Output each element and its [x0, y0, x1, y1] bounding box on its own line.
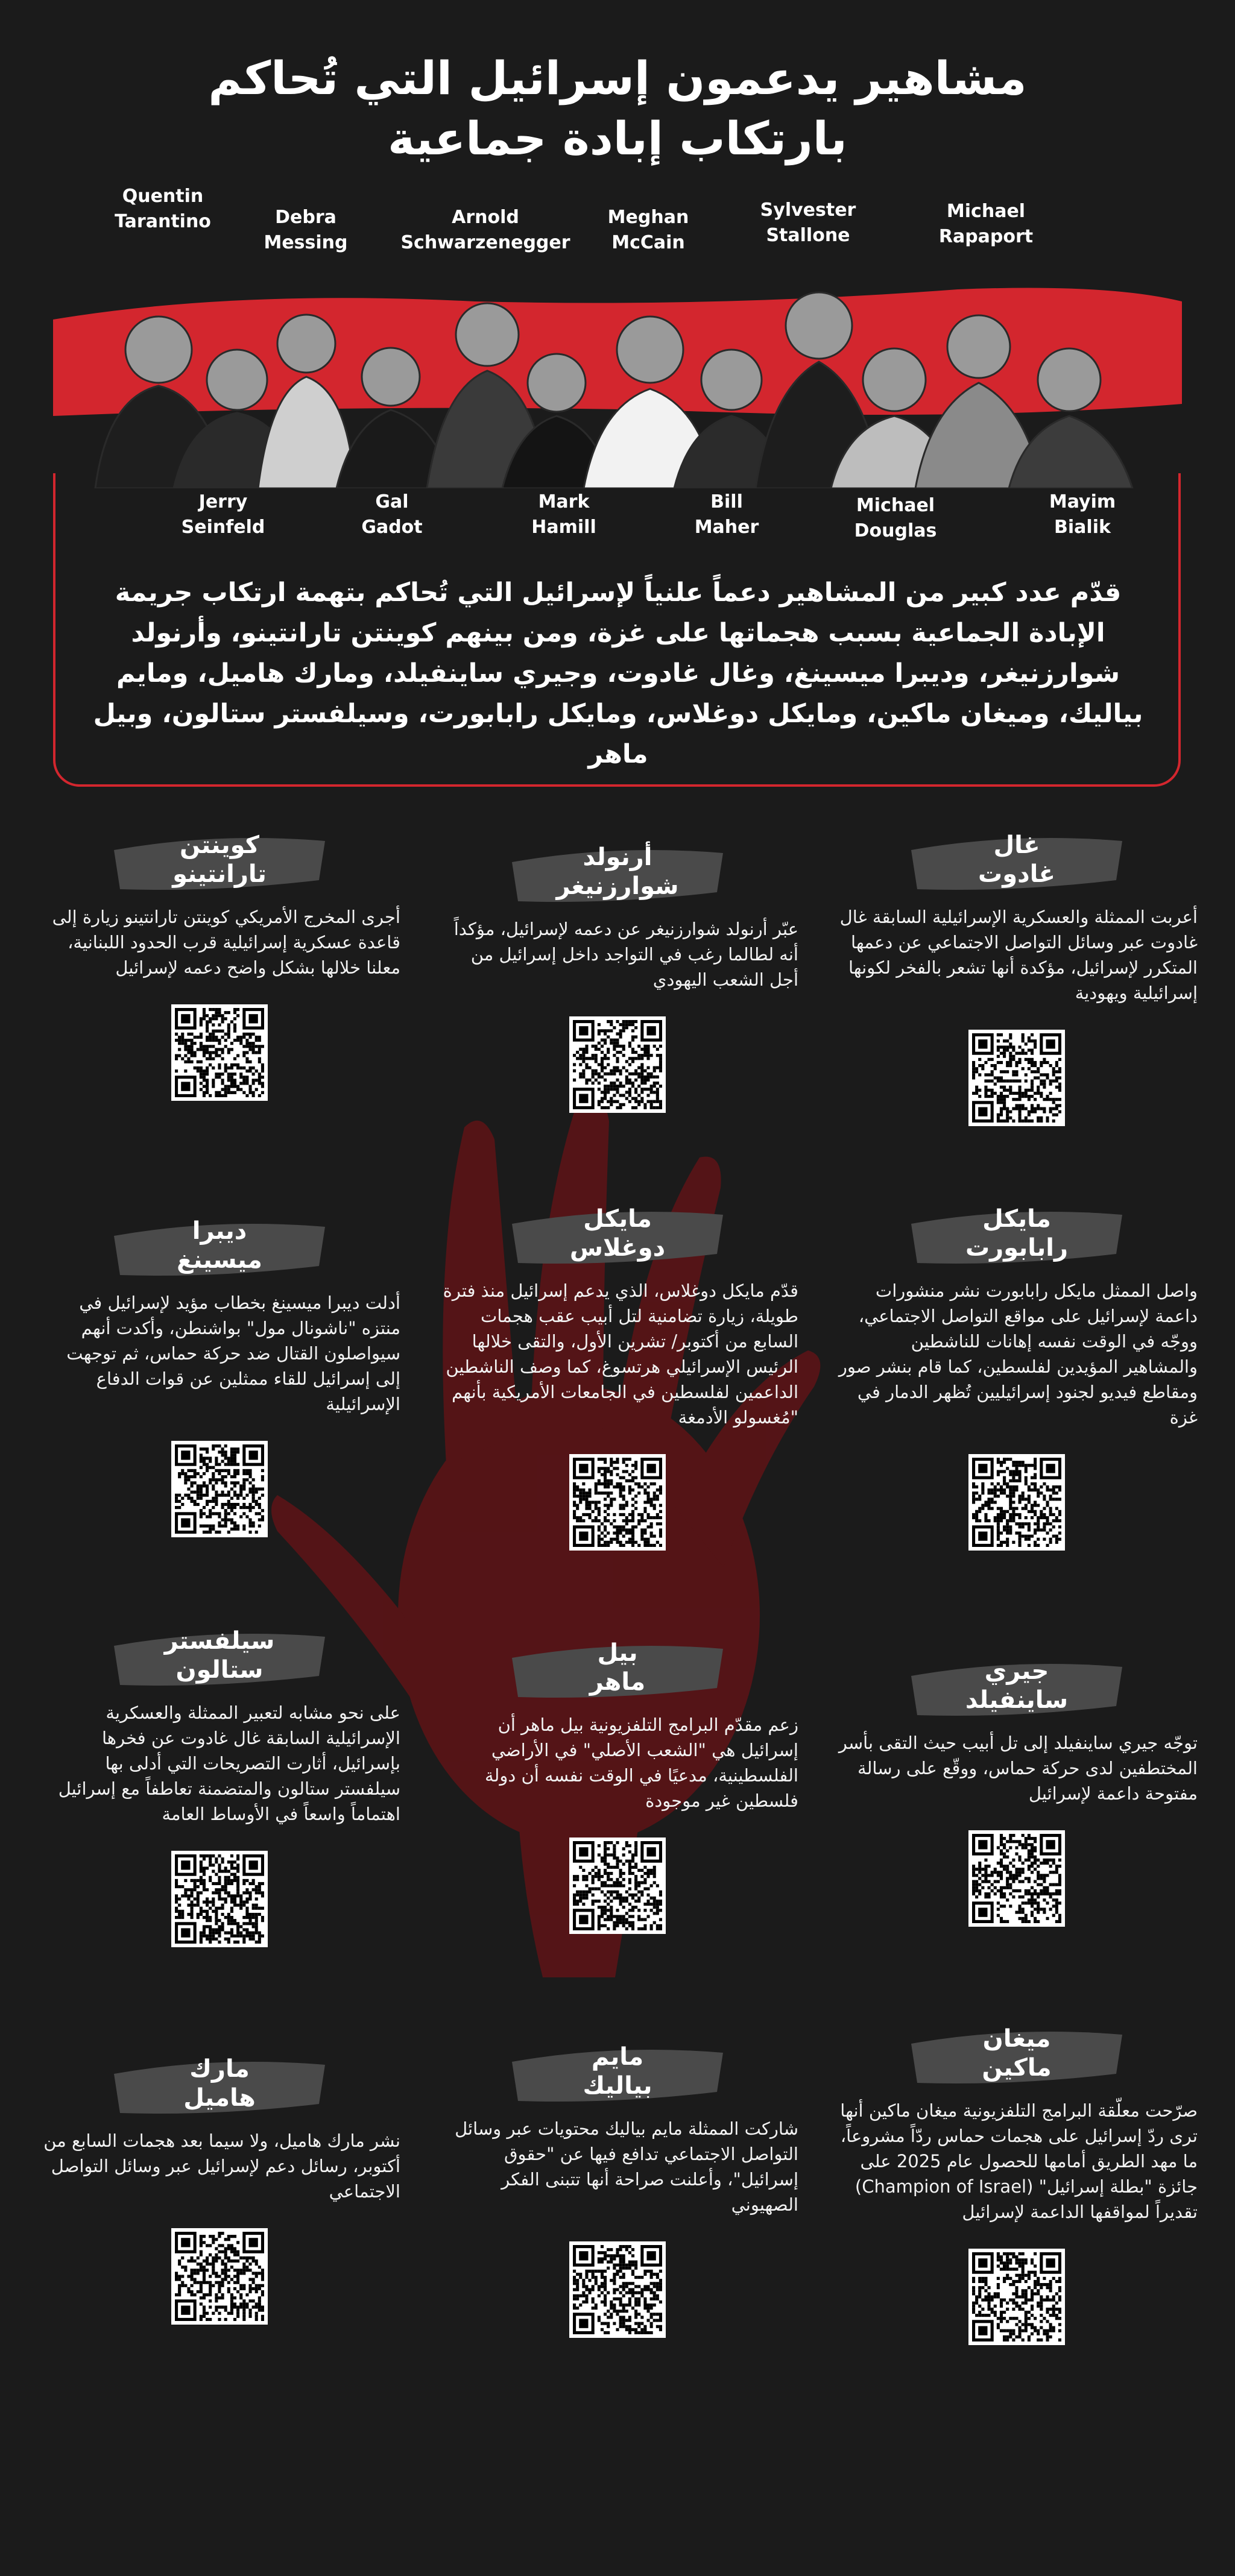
label-sylvester-stallone: Sylvester Stallone [760, 200, 856, 246]
label-quentin-tarantino: Quentin Tarantino [115, 186, 211, 232]
qr-code-pattern [573, 1458, 662, 1547]
intro-paragraph: قدّم عدد كبير من المشاهير دعماً علنياً لإسرائيل التي تُحاكم بتهمة ارتكاب جريمة الإبادة الجماعية بسبب هجماتها على غزة، ومن بينهم كوينتن تارانتينو، وأرنولد شوارزنيغر، وديبرا ميسينغ، وغال غادوت، وجيري ساينفيلد، ومارك هاميل، ومايم بياليك، وميغان ماكين، ومايكل دوغلاس، ومايكل رابابورت، وسيلفستر ستالون، وبيل ماهر [93, 578, 1143, 769]
qr-code[interactable] [171, 1004, 268, 1101]
card-description: صرّحت معلّقة البرامج التلفزيونية ميغان ماكين أنها ترى ردّ إسرائيل على هجمات حماس ردّاً مشروعاً، ما مهد الطريق أمامها للحصول عام 2025 على جائزة "بطلة إسرائيل" (Champion of Israel) تقديراً لمواقفها الداعمة لإسرائيل [840, 2100, 1198, 2222]
label-mark-hamill: Mark Hamill [531, 491, 596, 538]
card-name-header: مايكل رابابورت [929, 1200, 1104, 1267]
qr-code[interactable] [171, 2228, 268, 2325]
card-description: توجّه جيري ساينفيلد إلى تل أبيب حيث التقى بأسر المختطفين لدى حركة حماس، ووقّع على رسالة مفتوحة داعمة لإسرائيل [838, 1733, 1198, 1804]
card-mark-hamill [39, 2050, 400, 2325]
card-quentin-tarantino [39, 826, 400, 1101]
qr-code-pattern [573, 1020, 662, 1109]
qr-code[interactable] [968, 1830, 1065, 1927]
card-meghan-mccain [836, 2020, 1198, 2345]
card-arnold-schwarzenegger [437, 838, 798, 1113]
card-mayim-bialik [437, 2038, 798, 2338]
title-line-2: بارتكاب إبادة جماعية [388, 112, 847, 165]
qr-code[interactable] [968, 1030, 1065, 1126]
card-name-header: سيلفستر ستالون [132, 1622, 307, 1689]
card-description: شاركت الممثلة مايم بياليك محتويات عبر وسائل التواصل الاجتماعي تدافع فيها عن "حقوق إسرائيل"، وأعلنت صراحة أنها تتبنى الفكر الصهيوني [455, 2118, 798, 2215]
card-bill-maher [437, 1634, 798, 1934]
label-michael-rapaport: Michael Rapaport [938, 201, 1034, 247]
card-description: أدلت ديبرا ميسينغ بخطاب مؤيد لإسرائيل في منتزه "ناشونال مول" بواشنطن، وأكدت أنهم سيواصلون القتال ضد حركة حماس، ثم توجهت إلى إسرائيل للقاء ممثلين عن قوات الدفاع الإسرائيلية [66, 1293, 400, 1414]
qr-code[interactable] [968, 2249, 1065, 2345]
card-name-header: كوينتن تارانتينو [132, 826, 307, 893]
qr-code[interactable] [171, 1851, 268, 1947]
qr-code-pattern [175, 1854, 264, 1944]
qr-code-pattern [175, 1444, 264, 1534]
qr-code-pattern [573, 1841, 662, 1930]
card-description: واصل الممثل مايكل رابابورت نشر منشورات داعمة لإسرائيل على مواقع التواصل الاجتماعي، ووجّه في الوقت نفسه إهانات للناشطين والمشاهير المؤيدين لفلسطين، كما قام بنشر صور ومقاطع فيديو لجنود إسرائيليين تُظهر الدمار في غزة [838, 1280, 1198, 1428]
card-name-header: ميغان ماكين [929, 2020, 1104, 2087]
card-description: عبّر أرنولد شوارزنيغر عن دعمه لإسرائيل، مؤكداً أنه لطالما رغب في التواجد داخل إسرائيل من أجل الشعب اليهودي [453, 919, 798, 990]
celebrities-photo-strip [53, 265, 1182, 488]
card-description: قدّم مايكل دوغلاس، الذي يدعم إسرائيل منذ فترة طويلة، زيارة تضامنية لتل أبيب عقب هجمات السابع من أكتوبر/ تشرين الأول، والتقى خلالها الرئيس الإسرائيلي هرتسوغ، كما وصف الناشطين الداعمين لفلسطين في الجامعات الأمريكية بأنهم "مُغسولو الأدمغة [443, 1280, 798, 1428]
card-name-header: ديبرا ميسينغ [132, 1212, 307, 1279]
qr-code-pattern [972, 2252, 1061, 2341]
card-name-header: جيري ساينفيلد [929, 1652, 1104, 1719]
card-sylvester-stallone [39, 1622, 400, 1947]
card-description: نشر مارك هاميل، ولا سيما بعد هجمات السابع من أكتوبر، رسائل دعم لإسرائيل عبر وسائل التواصل الاجتماعي [43, 2130, 400, 2202]
qr-code-pattern [972, 1834, 1061, 1923]
qr-code[interactable] [569, 1016, 666, 1113]
card-michael-rapaport [836, 1200, 1198, 1551]
card-michael-douglas [437, 1200, 798, 1551]
title-line-1: مشاهير يدعمون إسرائيل التي تُحاكم [208, 51, 1027, 105]
qr-code[interactable] [569, 1838, 666, 1934]
card-name-header: أرنولد شوارزنيغر [530, 838, 705, 905]
page-title [0, 48, 1235, 169]
card-description: على نحو مشابه لتعبير الممثلة والعسكرية الإسرائيلية السابقة غال غادوت عن فخرها بإسرائيل، أثارت التصريحات التي أدلى بها سيلفستر ستالون والمتضمنة تعاطفاً مع إسرائيل اهتماماً واسعاً في الأوساط العامة [58, 1702, 400, 1824]
card-description: أجرى المخرج الأمريكي كوينتن تارانتينو زيارة إلى قاعدة عسكرية إسرائيلية قرب الحدود اللبنانية، معلنا خلالها بشكل واضح دعمه لإسرائيل [52, 907, 400, 978]
qr-code-pattern [175, 1008, 264, 1097]
qr-code-pattern [573, 2245, 662, 2334]
card-jerry-seinfeld [836, 1652, 1198, 1927]
qr-code[interactable] [171, 1441, 268, 1537]
label-meghan-mccain: Meghan McCain [607, 207, 689, 253]
card-name-header: بيل ماهر [530, 1634, 705, 1701]
qr-code-pattern [972, 1458, 1061, 1547]
card-debra-messing [39, 1212, 400, 1537]
card-gal-gadot [836, 826, 1198, 1126]
label-arnold-schwarzenegger: Arnold Schwarzenegger [400, 207, 570, 253]
qr-code[interactable] [569, 2241, 666, 2338]
qr-code[interactable] [569, 1454, 666, 1551]
card-name-header: مايم بياليك [530, 2038, 705, 2105]
label-gal-gadot: Gal Gadot [361, 491, 423, 538]
qr-code[interactable] [968, 1454, 1065, 1551]
label-bill-maher: Bill Maher [694, 491, 759, 538]
card-description: زعم مقدّم البرامج التلفزيونية بيل ماهر أن إسرائيل هي "الشعب الأصلي" في الأراضي الفلسطينية، مدعيًا في الوقت نفسه أن دولة فلسطين غير موجودة [484, 1715, 798, 1811]
qr-code-pattern [972, 1033, 1061, 1123]
card-name-header: غال غادوت [929, 826, 1104, 893]
label-debra-messing: Debra Messing [264, 207, 348, 253]
card-description: أعربت الممثلة والعسكرية الإسرائيلية السابقة غال غادوت عبر وسائل التواصل الاجتماعي عن دعمها المتكرر لإسرائيل، مؤكدة أنها تشعر بالفخر لكونها إسرائيلية ويهودية [839, 907, 1198, 1003]
qr-code-pattern [175, 2232, 264, 2321]
label-michael-douglas: Michael Douglas [854, 495, 937, 541]
label-jerry-seinfeld: Jerry Seinfeld [181, 491, 265, 538]
label-mayim-bialik: Mayim Bialik [1049, 491, 1116, 538]
card-name-header: مايكل دوغلاس [530, 1200, 705, 1267]
card-name-header: مارك هاميل [132, 2050, 307, 2117]
